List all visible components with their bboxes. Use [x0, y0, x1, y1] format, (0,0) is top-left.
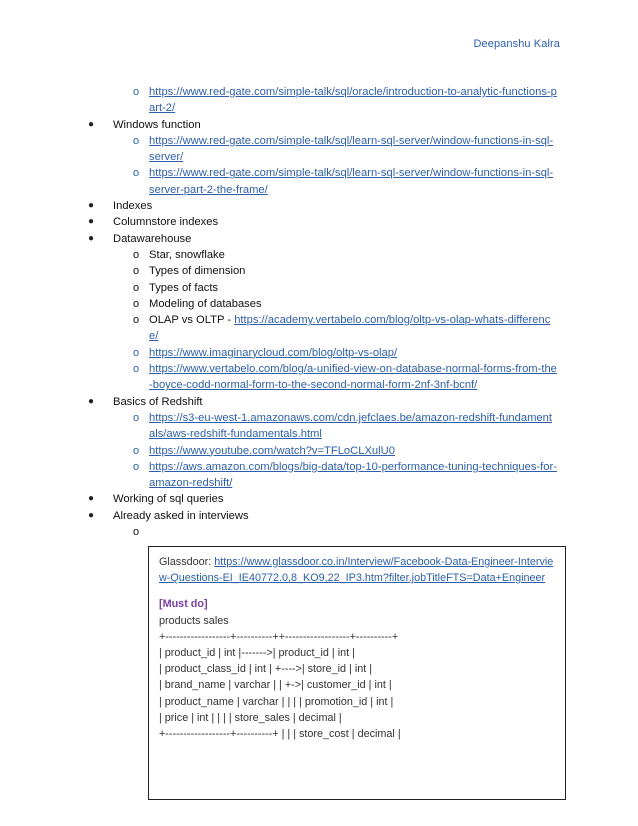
item-link[interactable]: https://aws.amazon.com/blogs/big-data/top-10-performance-tuning-techniques-for-amazon-redshift/: [149, 460, 557, 490]
sub-bullet-item: [0, 133, 638, 166]
sub-bullet-item: [0, 345, 638, 361]
item-link[interactable]: https://www.imaginarycloud.com/blog/oltp-vs-olap/: [149, 346, 398, 359]
item-text: Basics of Redshift: [113, 395, 203, 408]
bullet-item: [0, 231, 638, 247]
item-text: Already asked in interviews: [113, 509, 249, 522]
glassdoor-label: Glassdoor:: [159, 556, 215, 568]
glassdoor-link[interactable]: https://www.glassdoor.co.in/Interview/Facebook-Data-Engineer-Interview-Questions-EI_IE40772.0,8_KO9,22_IP3.htm?filter.jobTitleFTS=Data+Engineer: [159, 556, 554, 585]
bullet-circle-icon: o: [133, 248, 140, 261]
bullet-item: [0, 491, 638, 507]
schema-line: | brand_name | varchar | | +->| customer_id | int |: [159, 679, 392, 692]
bullet-circle-icon: o: [133, 265, 140, 278]
item-link[interactable]: https://s3-eu-west-1.amazonaws.com/cdn.jefclaes.be/amazon-redshift-fundamentals/aws-redshift-fundamentals.html: [149, 411, 552, 441]
bullet-circle-icon: o: [133, 363, 140, 376]
glassdoor-line: [159, 554, 555, 586]
item-link[interactable]: https://academy.vertabelo.com/blog/oltp-vs-olap-whats-difference/: [149, 314, 551, 343]
bullet-circle-icon: o: [133, 134, 140, 147]
schema-line: +------------------+----------+ | | | store_cost | decimal |: [159, 728, 401, 741]
bullet-circle-icon: o: [133, 297, 140, 310]
item-text: Windows function: [113, 118, 201, 131]
item-text: Datawarehouse: [113, 232, 192, 245]
bullet-circle-icon: o: [133, 411, 140, 424]
sub-bullet-item: [0, 247, 638, 263]
bullet-dot-icon: ●: [88, 509, 95, 521]
table-title: products sales: [159, 614, 229, 627]
item-text: Star, snowflake: [149, 248, 225, 261]
item-text: Types of facts: [149, 281, 219, 294]
bullet-dot-icon: ●: [88, 200, 95, 212]
bullet-dot-icon: ●: [88, 395, 95, 407]
sub-bullet-item: [0, 361, 638, 394]
item-link[interactable]: https://www.red-gate.com/simple-talk/sql/learn-sql-server/window-functions-in-sql-server-part-2-the-frame/: [149, 167, 554, 196]
bullet-dot-icon: ●: [88, 493, 95, 505]
sub-bullet-item: [0, 84, 638, 117]
bullet-circle-icon: o: [133, 167, 140, 180]
bullet-item: [0, 394, 638, 410]
bullet-dot-icon: ●: [88, 118, 95, 130]
bullet-circle-icon: o: [133, 281, 140, 294]
must-do-label: [Must do]: [159, 598, 208, 611]
author-name: Deepanshu Kalra: [473, 38, 560, 50]
spacer: [159, 586, 555, 596]
interview-notes-box: [148, 546, 566, 800]
schema-line: | product_name | varchar | | | | promotion_id | int |: [159, 695, 394, 708]
bullet-circle-icon: o: [133, 526, 140, 539]
bullet-item: [0, 117, 638, 133]
sub-bullet-item: [0, 443, 638, 459]
document-body: [0, 84, 638, 539]
item-link[interactable]: https://www.youtube.com/watch?v=TFLoCLXulU0: [149, 444, 395, 457]
schema-line: | product_id | int |------->| product_id | int |: [159, 647, 355, 660]
item-text: Types of dimension: [149, 265, 246, 278]
sub-bullet-item: [0, 165, 638, 198]
item-link[interactable]: https://www.red-gate.com/simple-talk/sql/learn-sql-server/window-functions-in-sql-server/: [149, 134, 554, 164]
schema-lines: [159, 629, 555, 742]
item-link[interactable]: https://www.vertabelo.com/blog/a-unified-view-on-database-normal-forms-from-the-boyce-codd-normal-form-to-the-second-normal-form-2nf-3nf-bcnf/: [149, 363, 557, 392]
schema-line: +------------------+----------++------------------+----------+: [159, 630, 399, 643]
schema-line: | product_class_id | int | +---->| store_id | int |: [159, 663, 373, 676]
sub-bullet-item: [0, 459, 638, 492]
item-text: Indexes: [113, 200, 153, 213]
schema-line: | price | int | | | | store_sales | decimal |: [159, 711, 342, 724]
bullet-dot-icon: ●: [88, 232, 95, 244]
bullet-item: [0, 198, 638, 214]
sub-bullet-item: [0, 263, 638, 279]
sub-bullet-item: [0, 312, 638, 345]
sub-bullet-item: [0, 410, 638, 443]
item-text: Columnstore indexes: [113, 216, 219, 229]
item-prefix: OLAP vs OLTP -: [149, 314, 235, 327]
bullet-circle-icon: o: [133, 444, 140, 457]
sub-bullet-item: [0, 280, 638, 296]
bullet-item: [0, 214, 638, 230]
item-text: Working of sql queries: [113, 493, 224, 506]
sub-bullet-item: [0, 296, 638, 312]
bullet-circle-icon: o: [133, 314, 140, 327]
bullet-circle-icon: o: [133, 86, 140, 98]
item-text: Modeling of databases: [149, 297, 262, 310]
bullet-circle-icon: o: [133, 346, 140, 359]
bullet-item: [0, 508, 638, 524]
bullet-dot-icon: ●: [88, 216, 95, 228]
item-link[interactable]: https://www.red-gate.com/simple-talk/sql/oracle/introduction-to-analytic-functions-part-2/: [149, 86, 557, 115]
bullet-circle-icon: o: [133, 460, 140, 473]
